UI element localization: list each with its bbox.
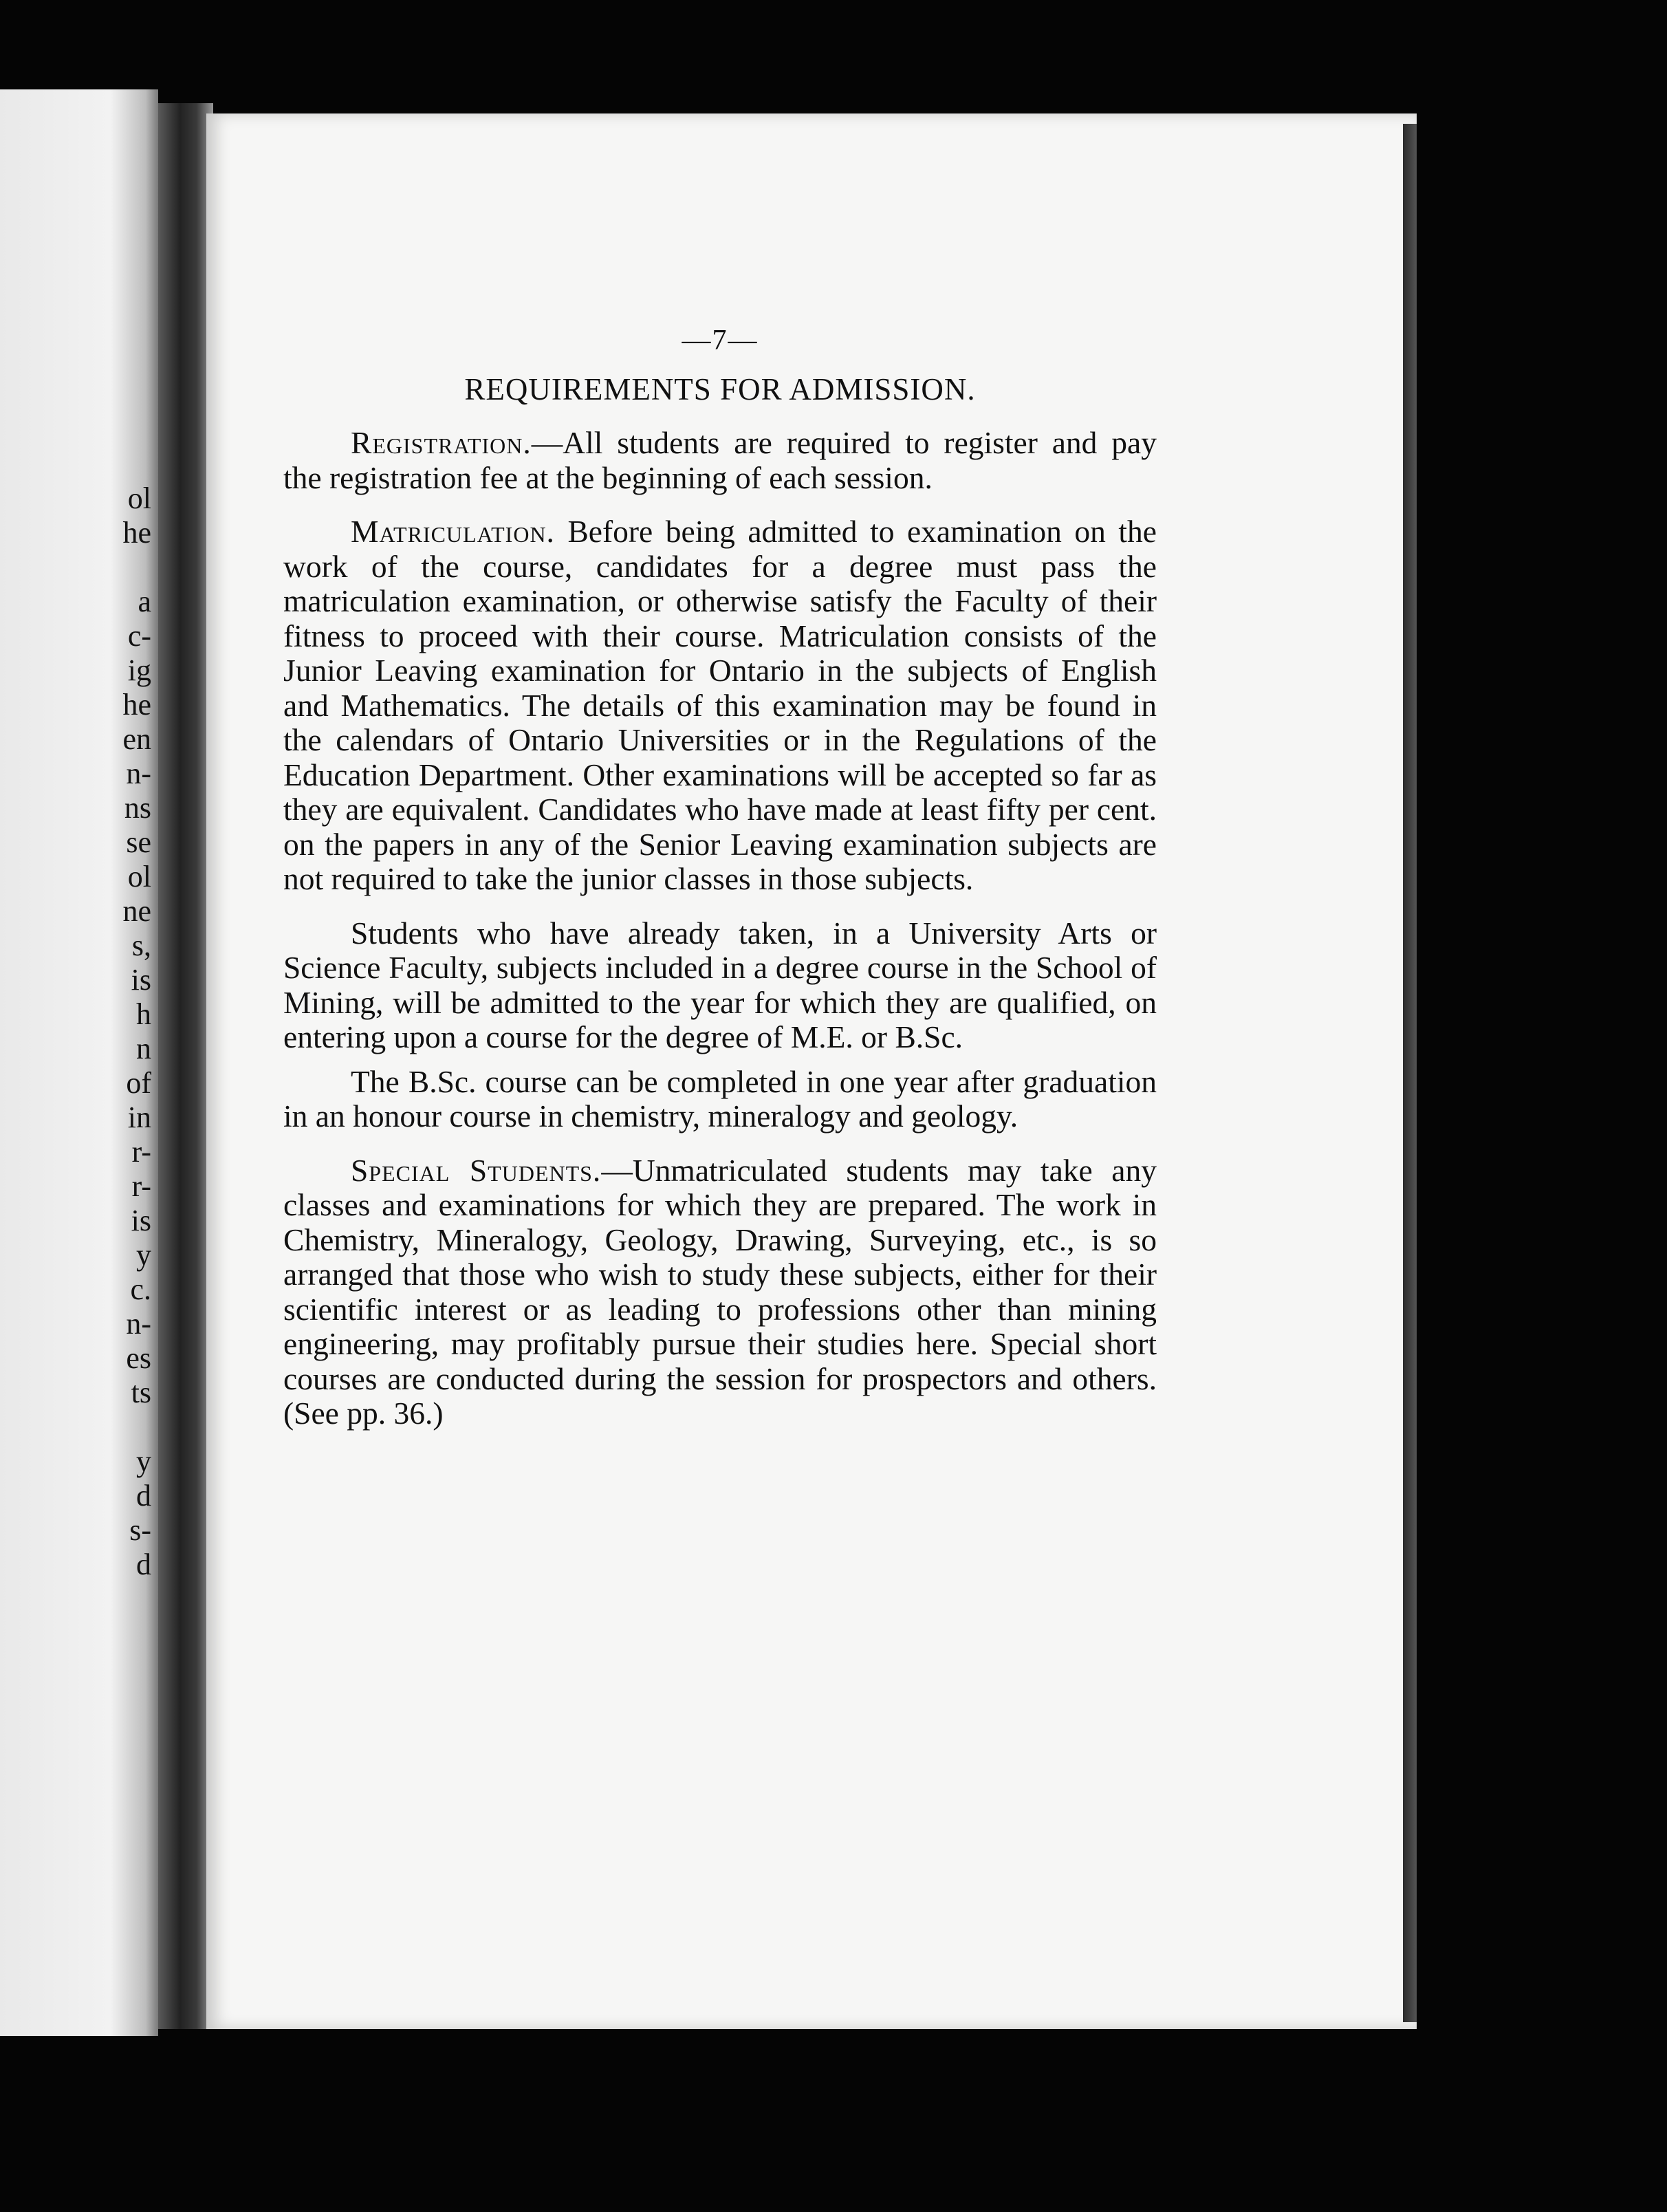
left-fragment: ts [131,1376,151,1409]
left-fragment: r- [131,1169,151,1203]
left-fragment: ig [127,653,151,687]
paragraph-matriculation [283,514,1157,897]
left-fragment: ol [127,860,151,893]
left-fragment: s, [131,929,151,962]
left-fragment: y [136,1238,151,1272]
left-fragment: a [138,585,151,618]
left-page [0,89,158,2036]
book-gutter [158,103,213,2029]
paragraph-lead: Matriculation. [351,514,555,549]
left-fragment: y [136,1444,151,1478]
paragraph-university-students [283,916,1157,1055]
paragraph-body: The B.Sc. course can be completed in one year after graduation in an honour course in chemistry, mineralogy and geology. [283,1063,1157,1134]
left-fragment: he [122,516,151,550]
left-fragment: ns [124,791,151,825]
left-fragment: s- [129,1513,151,1547]
left-fragment [69,1410,151,1444]
paragraph-lead: Registration. [351,425,532,460]
left-fragment: n- [126,757,151,790]
left-page-fragments [69,481,151,1582]
left-fragment [69,550,151,585]
paragraph-special-students [283,1153,1157,1431]
paragraph-body: —Unmatriculated students may take any classes and examinations for which they are prepared. The work in Chemistry, Mineralogy, Geology, Drawing, Surveying, etc., is so arranged that those who wish to study these subjects, either for their scientific interest or as leading to professions other than mining engineering, may profitably pursue their studies here. Special short courses are conducted during the session for prospectors and others. (See pp. 36.) [283,1152,1157,1431]
left-fragment: n- [126,1307,151,1341]
left-fragment: se [126,825,151,859]
page-number: —7— [682,325,759,356]
paragraph-lead: Special Students. [351,1152,602,1188]
page-text [283,323,1157,1451]
left-fragment: is [131,963,151,997]
left-fragment: ol [127,481,151,515]
page-heading: REQUIREMENTS FOR ADMISSION. [464,371,976,406]
scan-background [0,2036,1667,2212]
left-fragment: d [136,1548,151,1581]
left-fragment: of [126,1066,151,1100]
left-fragment: en [122,722,151,756]
left-fragment: in [127,1100,151,1134]
paragraph-body: Before being admitted to examination on the work of the course, candidates for a degree must pass the matriculation examination, or otherwise satisfy the Faculty of their fitness to proceed with their course. Matriculation consists of the Junior Leaving examination for Ontario in the subjects of English and Mathematics. The details of this examination may be found in the calendars of Ontario Universities or in the Regulations of the Education Department. Other examinations will be accepted so far as they are equivalent. Candidates who have made at least fifty per cent. on the papers in any of the Senior Leaving examination subjects are not required to take the junior classes in those subjects. [283,514,1157,896]
left-fragment: c- [127,619,151,653]
page-edge [1403,124,1417,2022]
left-fragment: is [131,1204,151,1237]
left-fragment: he [122,688,151,722]
left-fragment: d [136,1479,151,1512]
paragraph-registration [283,426,1157,495]
left-fragment: es [126,1341,151,1375]
left-fragment: r- [131,1135,151,1169]
paragraph-bsc-course [283,1065,1157,1134]
paragraph-body: Students who have already taken, in a University Arts or Science Faculty, subjects included in a degree course in the School of Mining, will be admitted to the year for which they are qualified, on entering upon a course for the degree of M.E. or B.Sc. [283,915,1157,1054]
left-fragment: h [136,997,151,1031]
left-fragment: n [136,1032,151,1065]
paragraph-body: —All students are required to register and pay the registration fee at the beginning of each session. [283,425,1157,495]
left-fragment: c. [130,1272,151,1306]
left-fragment: ne [122,894,151,928]
